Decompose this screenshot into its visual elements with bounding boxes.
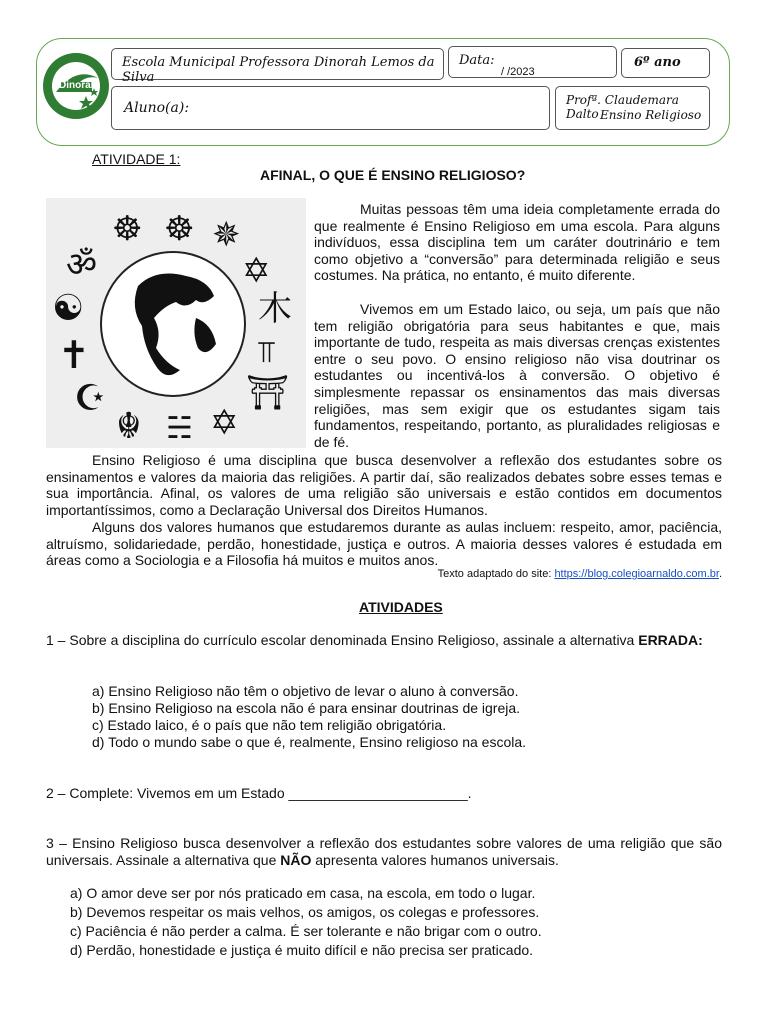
activity-label: ATIVIDADE 1: (92, 151, 181, 167)
cross-icon: ✝ (58, 333, 90, 377)
date-value[interactable]: / /2023 (501, 66, 535, 76)
star-of-david-icon: ✡ (242, 251, 271, 291)
om-icon: ॐ (66, 245, 98, 285)
question-3 (46, 835, 722, 868)
q1-option-b[interactable]: b) Ensino Religioso na escola não é para ensinar doutrinas de igreja. (92, 700, 521, 716)
yin-yang-icon: ☯ (52, 288, 85, 329)
source-line (438, 568, 722, 580)
date-label: Data: (459, 53, 495, 68)
grade-box (621, 48, 710, 78)
question-1-bold: ERRADA: (638, 632, 703, 648)
paragraph-2: Vivemos em um Estado laico, ou seja, um país que não tem religião obrigatória para seus habitantes e que, mais importante de tudo, respeita as mais diversas crenças existentes entre o seu povo. O ensino religioso não visa doutrinar os estudantes ou incentivá-los à conversão. O objetivo é simplesmente repassar os ensinamentos das mais diversas religiões, mas sem exigir que os estudantes sigam tais fundamentos, respeitando, portanto, as pluralidades religiosas e de fé. (314, 301, 720, 450)
religions-svg (46, 198, 306, 448)
grade: 6º ano (634, 55, 681, 70)
question-1 (46, 632, 722, 649)
kanji-icon: 木 (258, 289, 292, 329)
paragraph-4: Alguns dos valores humanos que estudaremos durante as aulas incluem: respeito, amor, paciência, altruísmo, solidariedade, perdão, honestidade, justiça e outros. A maioria desses valores é estudada em áreas como a Sociologia e a Filosofia há muitos e muitos anos. (46, 519, 722, 569)
source-label: Texto adaptado do site: (437, 568, 555, 580)
q1-option-d[interactable]: d) Todo o mundo sabe o que é, realmente, Ensino religioso na escola. (92, 734, 527, 750)
date-box (448, 46, 617, 78)
school-name-box (111, 48, 444, 85)
khanda-icon: ☬ (116, 406, 142, 447)
star-crescent-icon: ☪ (74, 378, 107, 419)
q1-option-c[interactable]: c) Estado laico, é o país que não tem religião obrigatória. (92, 717, 447, 733)
teacher-box (555, 86, 710, 130)
q3-option-d[interactable]: d) Perdão, honestidade e justiça é muito difícil e não precisa ser praticado. (70, 942, 534, 958)
paragraph-3: Ensino Religioso é uma disciplina que busca desenvolver a reflexão dos estudantes sobre os ensinamentos e valores da maioria das religiões. A partir daí, são realizados debates sobre esses temas e sua importância. Afinal, os valores de uma religião são universais e estão contidos em documentos importantíssimos, como a Declaração Universal dos Direitos Humanos. (46, 452, 722, 518)
menorah-icon: ⫪ (258, 335, 275, 370)
q3-option-a[interactable]: a) O amor deve ser por nós praticado em casa, na escola, em todo o lugar. (70, 885, 536, 901)
school-name: Escola Municipal Professora Dinorah Lemos da Silva (122, 55, 435, 85)
school-logo (42, 52, 110, 120)
hexagram-icon: ✡ (210, 403, 239, 443)
paragraph-1: Muitas pessoas têm uma ideia completamente errada do que realmente é Ensino Religioso em uma escola. Para alguns indivíduos, essa disciplina tem um caráter doutrinário e tem como objetivo a “conversão” para determinada religião e seus costumes. Na prática, no entanto, é muito diferente. (314, 201, 720, 284)
teacher-name: Profª. Claudemara Dalto (566, 93, 679, 121)
question-3-bold: NÃO (280, 851, 312, 868)
question-3-text-b: apresenta valores humanos universais. (311, 851, 559, 868)
torii-icon: ⛩ (246, 373, 290, 413)
ichthys-icon: ☵ (166, 411, 193, 446)
q3-option-b[interactable]: b) Devemos respeitar os mais velhos, os amigos, os colegas e professores. (70, 904, 540, 920)
q3-option-c[interactable]: c) Paciência é não perder a calma. É ser tolerante e não brigar com o outro. (70, 923, 542, 939)
dharma-wheel-icon: ☸ (164, 209, 195, 249)
religions-image (46, 198, 306, 448)
question-2[interactable]: 2 – Complete: Vivemos em um Estado _______________________. (46, 785, 472, 801)
subject-name: Ensino Religioso (600, 108, 702, 122)
source-link[interactable]: https://blog.colegioarnaldo.com.br (554, 568, 719, 580)
question-1-text: 1 – Sobre a disciplina do currículo escolar denominada Ensino Religioso, assinale a alternativa (46, 632, 635, 648)
student-box (111, 86, 550, 130)
source-end: . (718, 568, 722, 580)
page-title: AFINAL, O QUE É ENSINO RELIGIOSO? (260, 167, 526, 183)
activities-title: ATIVIDADES (359, 599, 443, 615)
lotus-star-icon: ✵ (212, 215, 241, 255)
q1-option-a[interactable]: a) Ensino Religioso não têm o objetivo de levar o aluno à conversão. (92, 683, 519, 699)
logo-text: Dinorah (59, 80, 97, 91)
question-3-text-a: 3 – Ensino Religioso busca desenvolver a reflexão dos estudantes sobre valores de uma religião que são universais. Assinale a alternativa que (46, 835, 722, 868)
student-label: Aluno(a): (124, 100, 190, 116)
buddha-icon: ☸ (112, 209, 143, 249)
